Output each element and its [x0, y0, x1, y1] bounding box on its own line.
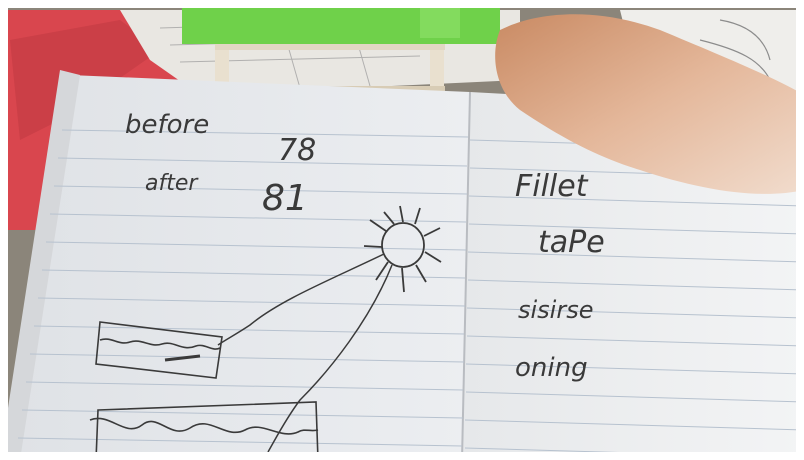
after-label: after	[145, 171, 198, 196]
right-line-4: oning	[515, 353, 588, 383]
before-label: before	[125, 110, 210, 140]
right-line-2: taPe	[538, 225, 605, 260]
before-value: 78	[278, 133, 317, 168]
after-value: 81	[262, 178, 308, 219]
right-line-1: Fillet	[515, 169, 588, 204]
right-line-3: sisirse	[518, 296, 594, 324]
